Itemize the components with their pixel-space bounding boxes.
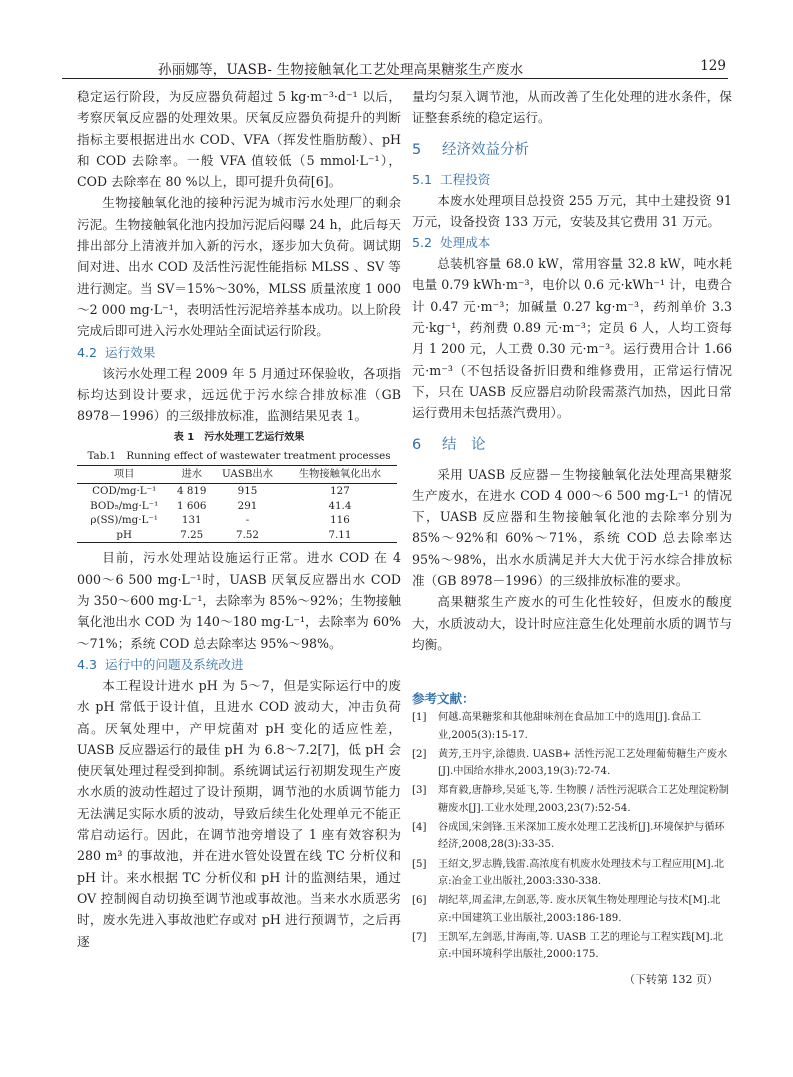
table-header-cell: 进水 xyxy=(181,468,203,481)
section-number: 6 xyxy=(412,436,422,453)
table-cell: 7.52 xyxy=(236,528,259,541)
table-cell: 116 xyxy=(330,514,350,527)
continued-note: （下转第 132 页） xyxy=(624,973,718,987)
section-title: 经济效益分析 xyxy=(442,141,529,158)
reference-item xyxy=(412,709,732,744)
table-header-cell: 项目 xyxy=(113,468,135,481)
table-cell: 7.11 xyxy=(328,528,352,541)
table-row xyxy=(77,484,397,499)
table-cell: BOD₅/mg·L⁻¹ xyxy=(90,499,159,512)
table-cell: ρ(SS)/mg·L⁻¹ xyxy=(90,514,158,527)
table-cell: 7.25 xyxy=(180,528,204,541)
references-list xyxy=(412,709,732,963)
table-row xyxy=(77,513,397,528)
reference-number: [4] xyxy=(412,822,427,834)
page-number: 129 xyxy=(700,58,726,74)
section-title: 工程投资 xyxy=(440,171,491,187)
reference-item xyxy=(412,782,732,817)
table-header-cell: UASB出水 xyxy=(222,468,274,481)
section-heading-5-1 xyxy=(412,169,732,190)
section-number: 4.2 xyxy=(77,344,98,360)
table-cell: 131 xyxy=(181,514,202,527)
section-heading-4-3 xyxy=(77,654,401,675)
section-number: 5.1 xyxy=(412,171,433,187)
paragraph: 该污水处理工程 2009 年 5 月通过环保验收，各项指标均达到设计要求，远远优于污水综合排放标准（GB 8978－1996）的三级排放标准，监测结果见表 1。 xyxy=(77,365,401,424)
paragraph: 目前，污水处理站设施运行正常。进水 COD 在 4 000～6 500 mg·L⁻¹时，UASB 厌氧反应器出水 COD 为 350～600 mg·L⁻¹，去除率为 85%～92%；生物接触氧化池出水 COD 为 140～180 mg·L⁻¹，去除率为 60%～71%；系统 COD 总去除率达 95%～98%。 xyxy=(77,550,401,651)
reference-text: 黄芳,王丹宇,涂德贵. UASB+ 活性污泥工艺处理葡萄糖生产废水[J].中国给水排水,2003,19(3):72-74. xyxy=(438,748,728,778)
paragraph: 本工程设计进水 pH 为 5～7，但是实际运行中的废水 pH 常低于设计值，且进水 COD 波动大，冲击负荷高。厌氧处理中，产甲烷菌对 pH 变化的适应性差，UASB 反应器运行的最佳 pH 为 6.8～7.2[7]，低 pH 会使厌氧处理过程受到抑制。系统调试运行初期发现生产废水水质的波动性超过了设计预期，调节池的水质调节能力无法满足实际水质的波动，导致后续生化处理单元不能正常启动运行。因此，在调节池旁增设了 1 座有效容积为 280 m³ 的事故池，并在进水管处设置在线 TC 分析仪和 pH 计。来水根据 TC 分析仪和 pH 计的监测结果，通过 OV 控制阀自动切换至调节池或事故池。当来水水质恶劣时，废水先进入事故池贮存或对 pH 进行预调节，之后再逐 xyxy=(77,677,401,949)
table-cell: 41.4 xyxy=(328,499,352,512)
section-heading-5 xyxy=(412,139,732,161)
table-caption-cn: 表 1 污水处理工艺运行效果 xyxy=(173,432,305,444)
reference-number: [1] xyxy=(412,712,427,724)
table-caption-en: Tab.1 Running effect of wastewater treatment processes xyxy=(87,450,391,463)
section-title: 结 论 xyxy=(442,436,486,453)
running-title: 孙丽娜等，UASB- 生物接触氧化工艺处理高果糖浆生产废水 xyxy=(158,62,524,78)
reference-number: [6] xyxy=(412,895,427,907)
reference-text: 郑育毅,唐静珍,吴延飞,等. 生物膜 / 活性污泥联合工艺处理淀粉制糖废水[J].工业水处理,2003,23(7):52-54. xyxy=(438,785,729,814)
reference-number: [2] xyxy=(412,748,427,760)
paragraph: 稳定运行阶段，为反应器负荷超过 5 kg·m⁻³·d⁻¹ 以后，考察厌氧反应器的处理效果。厌氧反应器负荷提升的判断指标主要根据进出水 COD、VFA（挥发性脂肪酸）、pH 和 COD 去除率。一般 VFA 值较低（5 mmol·L⁻¹），COD 去除率在 80 %以上，即可提升负荷[6]。 xyxy=(77,89,401,190)
running-header xyxy=(62,56,728,79)
reference-item xyxy=(412,746,732,781)
table-cell: - xyxy=(245,514,250,527)
reference-number: [7] xyxy=(412,931,427,943)
table-cell: 127 xyxy=(330,485,350,498)
table-cell: 4 819 xyxy=(177,485,207,498)
paragraph: 采用 UASB 反应器－生物接触氧化法处理高果糖浆生产废水，在进水 COD 4 000～6 500 mg·L⁻¹ 的情况下，UASB 反应器和生物接触氧化池的去除率分别为 85%～92%和 60%～71%，系统 COD 总去除率达 95%～98%，出水水质满足并大大优于污水综合排放标准（GB 8978－1996）的三级排放标准的要求。 xyxy=(412,466,732,589)
table-row xyxy=(77,528,397,543)
reference-item xyxy=(412,856,732,891)
reference-text: 何越.高果糖浆和其他甜味剂在食品加工中的选用[J].食品工业,2005(3):15-17. xyxy=(438,712,702,741)
reference-number: [5] xyxy=(412,858,427,870)
table-cell: 1 606 xyxy=(177,499,207,512)
section-title: 运行中的问题及系统改进 xyxy=(105,656,244,672)
reference-number: [3] xyxy=(412,785,427,797)
reference-text: 谷成国,宋剑锋.玉米深加工废水处理工艺浅析[J].环境保护与循环经济,2008,28(3):33-35. xyxy=(438,822,725,851)
section-number: 4.3 xyxy=(77,656,98,672)
table-cell: 291 xyxy=(237,499,258,512)
section-title: 处理成本 xyxy=(440,235,491,251)
section-heading-4-2 xyxy=(77,342,401,363)
table-header-row xyxy=(77,466,397,484)
section-number: 5 xyxy=(412,141,422,158)
table-header-cell: 生物接触氧化出水 xyxy=(298,468,382,481)
reference-text: 王凯军,左剑恶,甘海南,等. UASB 工艺的理论与工程实践[M].北京:中国环境科学出版社,2000:175. xyxy=(438,931,724,961)
table-cell: pH xyxy=(116,528,132,541)
paragraph: 总装机容量 68.0 kW，常用容量 32.8 kW，吨水耗电量 0.79 kWh·m⁻³，电价以 0.6 元·kWh⁻¹ 计，电费合计 0.47 元·m⁻³；加碱量 0.27 kg·m⁻³，药剂单价 3.3 元·kg⁻¹，药剂费 0.89 元·m⁻³；定员 6 人，人均工资每月 1 200 元，人工费 0.30 元·m⁻³。运行费用合计 1.66 元·m⁻³（不包括设备折旧费和维修费用，正常运行情况下，只在 UASB 反应器启动阶段需蒸汽加热，因此日常运行费用未包括蒸汽费用）。 xyxy=(412,256,732,421)
reference-text: 胡纪萃,周孟津,左剑恶,等. 废水厌氧生物处理理论与技术[M].北京:中国建筑工业出版社,2003:186-189. xyxy=(438,895,721,924)
right-column xyxy=(412,86,732,991)
paragraph: 量均匀泵入调节池，从而改善了生化处理的进水条件，保证整套系统的稳定运行。 xyxy=(412,89,732,126)
reference-text: 王绍文,罗志腾,钱雷.高浓度有机废水处理技术与工程应用[M].北京:冶金工业出版社,2003:330-338. xyxy=(438,858,725,887)
left-column xyxy=(77,86,401,952)
reference-item xyxy=(412,929,732,964)
paragraph: 高果糖浆生产废水的可生化性较好，但废水的酸度大，水质波动大，设计时应注意生化处理前水质的调节与均衡。 xyxy=(412,594,732,652)
reference-item xyxy=(412,892,732,927)
table-cell: COD/mg·L⁻¹ xyxy=(92,485,157,498)
paragraph: 本废水处理项目总投资 255 万元，其中土建投资 91 万元，设备投资 133 万元，安装及其它费用 31 万元。 xyxy=(412,192,732,229)
results-table xyxy=(77,465,397,543)
table-row xyxy=(77,499,397,514)
section-heading-5-2 xyxy=(412,232,732,253)
paragraph: 生物接触氧化池的接种污泥为城市污水处理厂的剩余污泥。生物接触氧化池内投加污泥后闷曝 24 h，此后每天排出部分上清液并加入新的污水，逐步加大负荷。调试期间对进、出水 COD 及活性污泥性能指标 MLSS 、SV 等进行测定。当 SV＝15%～30%，MLSS 质量浓度 1 000～2 000 mg·L⁻¹，表明活性污泥培养基本成功。以上阶段完成后即可进入污水处理站全面试运行阶段。 xyxy=(77,195,401,339)
section-heading-6 xyxy=(412,434,732,456)
references-heading: 参考文献： xyxy=(412,691,475,707)
section-number: 5.2 xyxy=(412,235,433,251)
section-title: 运行效果 xyxy=(105,344,156,360)
table-cell: 915 xyxy=(237,485,258,498)
reference-item xyxy=(412,819,732,854)
